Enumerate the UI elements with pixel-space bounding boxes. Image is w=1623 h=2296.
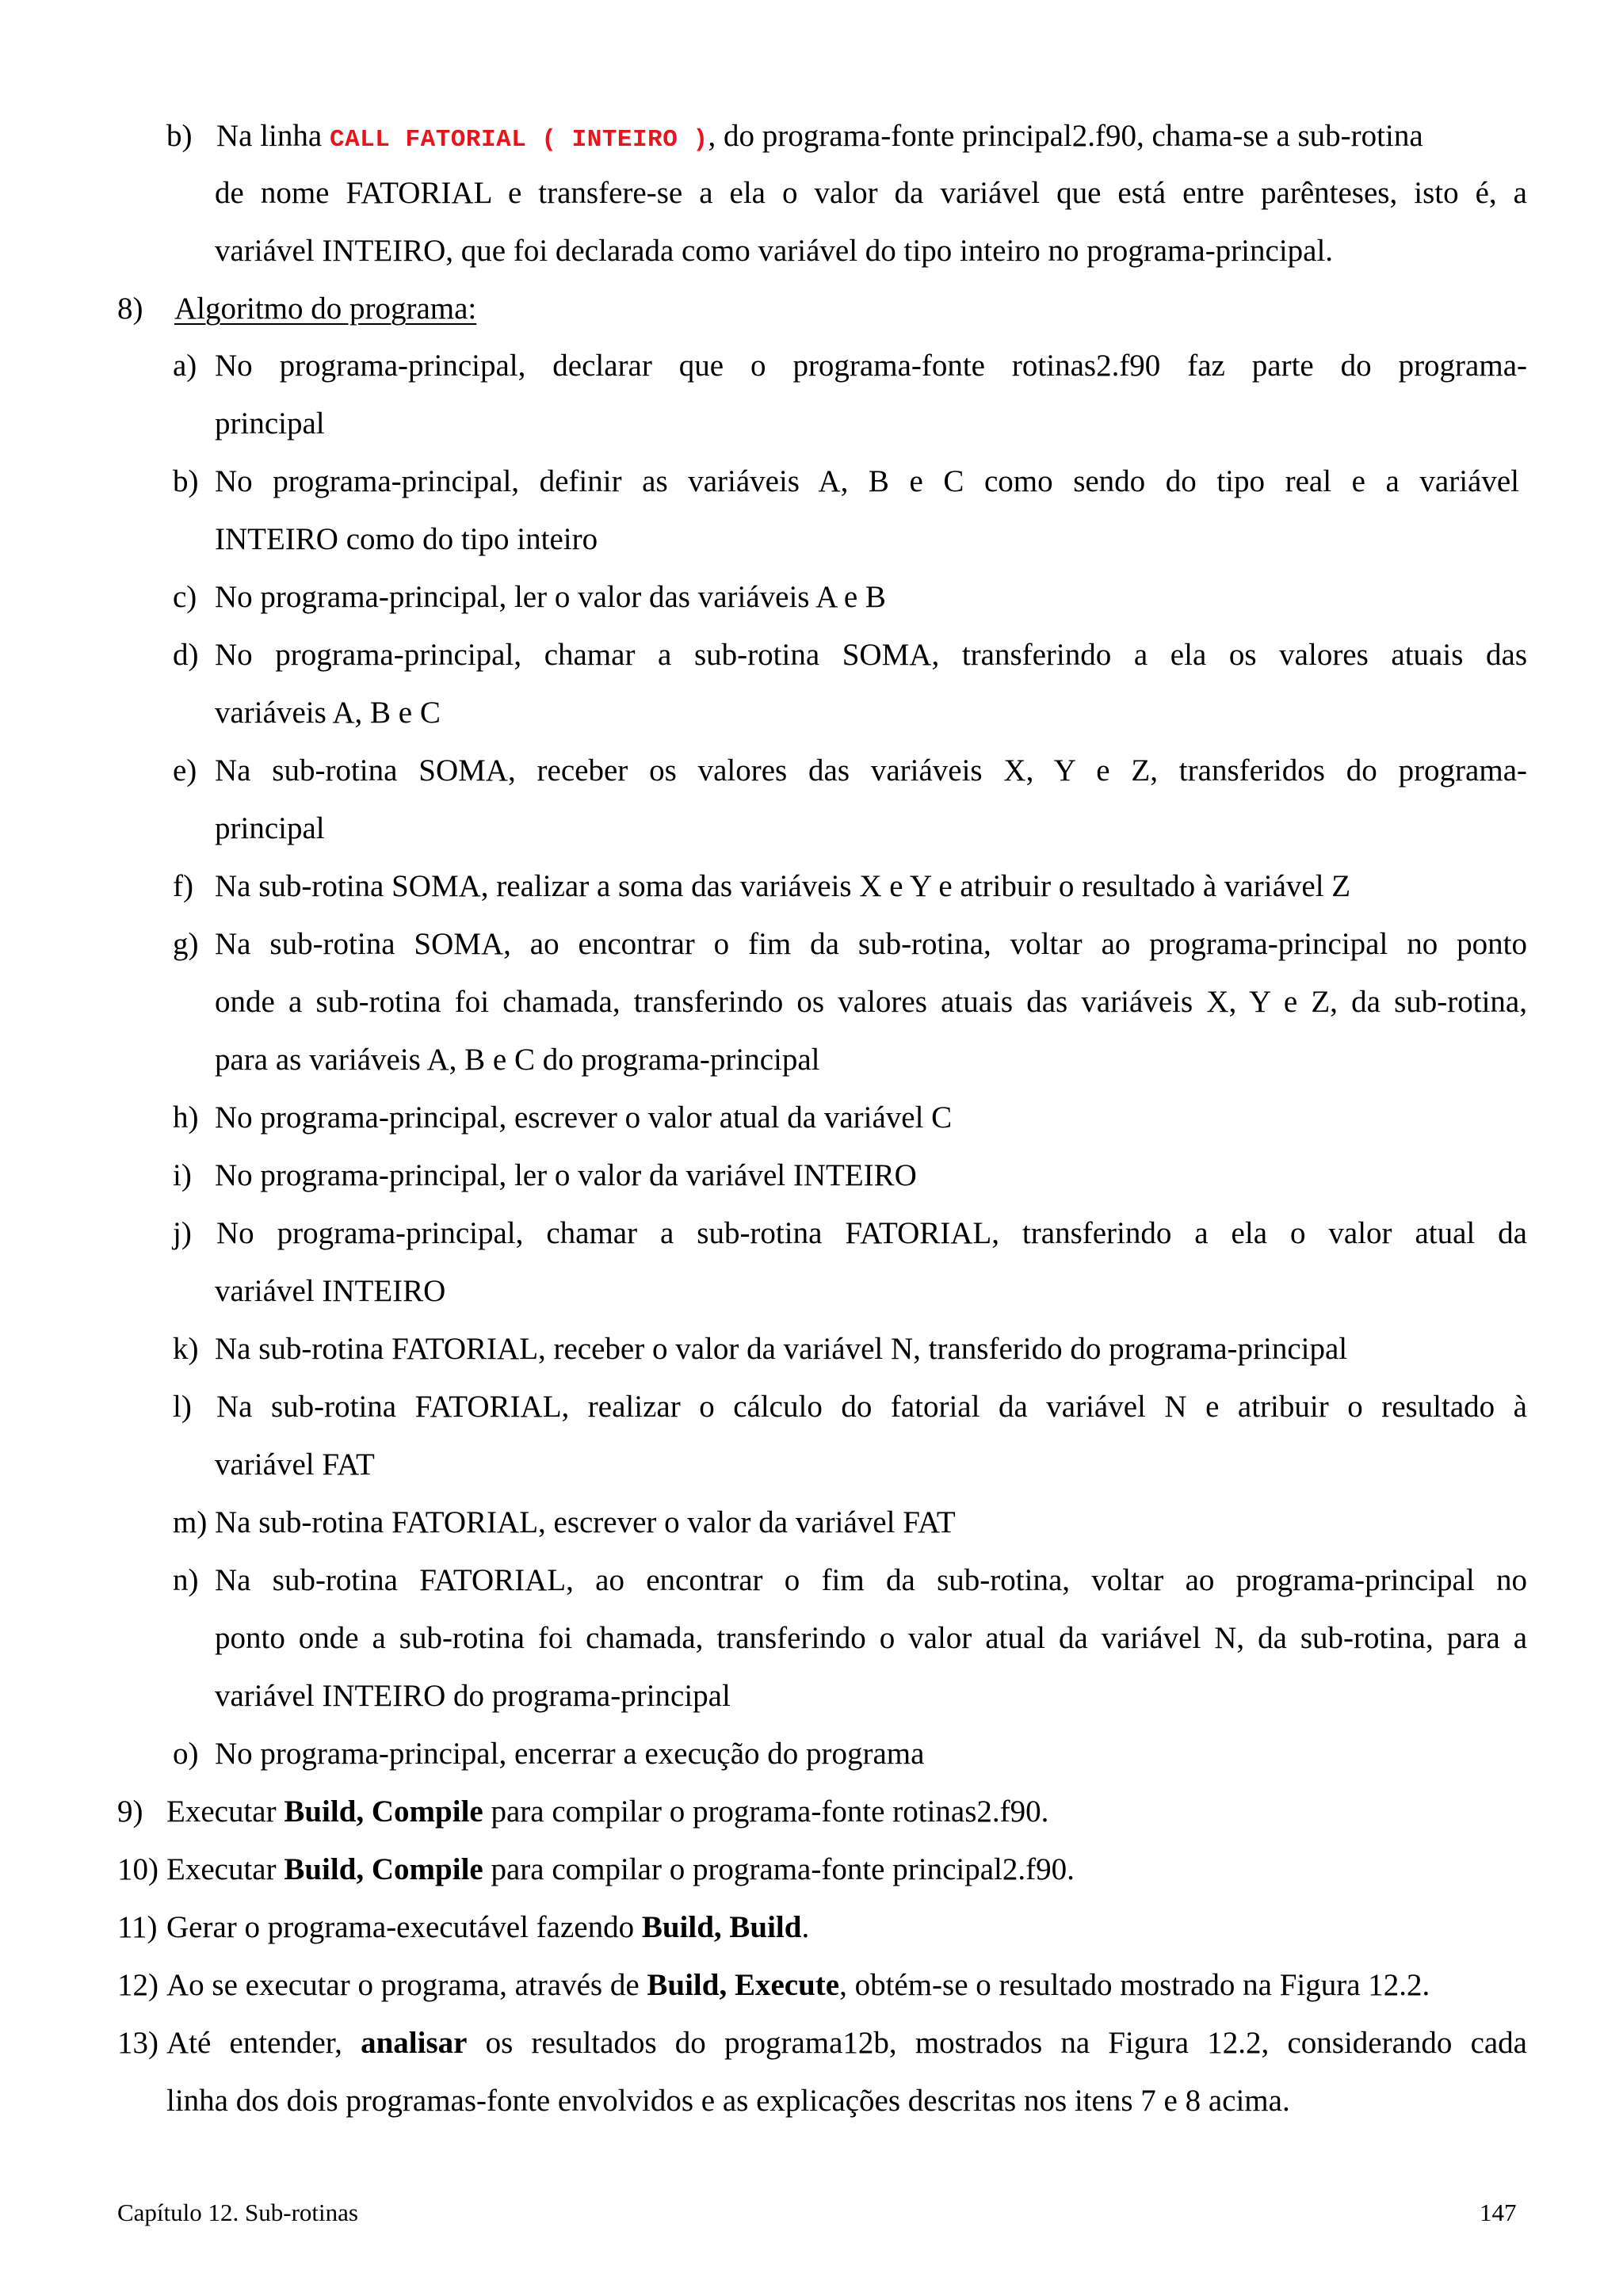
step-a-marker: a): [173, 349, 197, 383]
item-7b-text-after: , do programa-fonte principal2.f90, chama-se a sub-rotina: [708, 119, 1423, 153]
step-e-line-2: principal: [215, 811, 325, 845]
step-b-line-2: INTEIRO como do tipo inteiro: [215, 522, 598, 556]
step-l-line-1: Na sub-rotina FATORIAL, realizar o cálculo do fatorial da variável N e atribuir o resultado à: [216, 1390, 1527, 1424]
item-10-marker: 10): [117, 1852, 158, 1886]
item-13-bold: analisar: [361, 2026, 468, 2060]
item-7b-line-2: de nome FATORIAL e transfere-se a ela o valor da variável que está entre parênteses, isto é, a: [215, 176, 1527, 210]
step-m-line-1: Na sub-rotina FATORIAL, escrever o valor da variável FAT: [215, 1505, 956, 1539]
step-j-line-2: variável INTEIRO: [215, 1274, 446, 1308]
item-7b-text-before: Na linha: [216, 119, 330, 153]
item-12-text: [166, 1966, 1430, 2004]
item-7b-marker: b): [166, 119, 193, 153]
step-g-line-1: Na sub-rotina SOMA, ao encontrar o fim da sub-rotina, voltar ao programa-principal no ponto: [215, 927, 1527, 961]
item-11-text: [166, 1909, 809, 1947]
step-i-line-1: No programa-principal, ler o valor da variável INTEIRO: [215, 1158, 917, 1192]
item-9-marker: 9): [117, 1794, 143, 1829]
item-12-post: , obtém-se o resultado mostrado na Figura 12.2.: [839, 1968, 1430, 2002]
step-b-line-1: No programa-principal, definir as variáveis A, B e C como sendo do tipo real e a variável: [215, 464, 1519, 498]
item-9-text: [166, 1793, 1048, 1831]
item-11-bold: Build, Build: [641, 1910, 802, 1944]
step-n-line-1: Na sub-rotina FATORIAL, ao encontrar o fim da sub-rotina, voltar ao programa-principal no: [215, 1563, 1527, 1597]
item-10-text: [166, 1851, 1075, 1889]
step-d-marker: d): [173, 638, 199, 672]
step-i-marker: i): [173, 1158, 192, 1192]
item-13-post: os resultados do programa12b, mostrados na Figura 12.2, considerando cada: [467, 2026, 1527, 2060]
step-f-line-1: Na sub-rotina SOMA, realizar a soma das variáveis X e Y e atribuir o resultado à variável Z: [215, 869, 1351, 903]
step-c-line-1: No programa-principal, ler o valor das variáveis A e B: [215, 580, 886, 614]
step-l-marker: l): [173, 1390, 192, 1424]
step-l-line-2: variável FAT: [215, 1447, 375, 1482]
item-9-bold: Build, Compile: [284, 1794, 483, 1829]
step-h-line-1: No programa-principal, escrever o valor atual da variável C: [215, 1100, 953, 1135]
step-j-marker: j): [173, 1216, 192, 1250]
step-k-line-1: Na sub-rotina FATORIAL, receber o valor da variável N, transferido do programa-principal: [215, 1332, 1348, 1366]
code-call-fatorial: CALL FATORIAL ( INTEIRO ): [329, 126, 708, 154]
footer-chapter: Capítulo 12. Sub-rotinas: [117, 2199, 358, 2226]
item-13-line-2: linha dos dois programas-fonte envolvidos e as explicações descritas nos itens 7 e 8 acima.: [166, 2084, 1290, 2118]
item-12-pre: Ao se executar o programa, através de: [166, 1968, 647, 2002]
item-8-marker: 8): [117, 292, 143, 326]
step-g-line-2: onde a sub-rotina foi chamada, transferindo os valores atuais das variáveis X, Y e Z, da sub-rotina,: [215, 985, 1527, 1019]
step-b-marker: b): [173, 464, 199, 498]
step-n-line-2: ponto onde a sub-rotina foi chamada, transferindo o valor atual da variável N, da sub-rotina, para a: [215, 1621, 1527, 1655]
step-j-line-1: No programa-principal, chamar a sub-rotina FATORIAL, transferindo a ela o valor atual da: [216, 1216, 1527, 1250]
item-12-bold: Build, Execute: [647, 1968, 840, 2002]
step-k-marker: k): [173, 1332, 199, 1366]
item-7b-line-1: [216, 117, 1423, 159]
step-n-line-3: variável INTEIRO do programa-principal: [215, 1679, 731, 1713]
step-d-line-1: No programa-principal, chamar a sub-rotina SOMA, transferindo a ela os valores atuais das: [215, 638, 1527, 672]
item-8-heading: Algoritmo do programa:: [174, 292, 477, 326]
step-a-line-1: No programa-principal, declarar que o programa-fonte rotinas2.f90 faz parte do programa-: [215, 349, 1527, 383]
step-h-marker: h): [173, 1100, 199, 1135]
step-o-marker: o): [173, 1737, 199, 1771]
item-11-post: .: [801, 1910, 810, 1944]
footer-page-number: 147: [1480, 2199, 1517, 2226]
step-f-marker: f): [173, 869, 193, 903]
item-9-post: para compilar o programa-fonte rotinas2.f90.: [483, 1794, 1049, 1829]
item-9-pre: Executar: [166, 1794, 285, 1829]
item-13-line-1: [166, 2024, 1527, 2062]
item-10-pre: Executar: [166, 1852, 285, 1886]
step-e-line-1: Na sub-rotina SOMA, receber os valores das variáveis X, Y e Z, transferidos do programa-: [215, 753, 1527, 788]
item-13-marker: 13): [117, 2026, 158, 2060]
step-o-line-1: No programa-principal, encerrar a execução do programa: [215, 1737, 925, 1771]
step-m-marker: m): [173, 1505, 208, 1539]
step-g-marker: g): [173, 927, 199, 961]
step-d-line-2: variáveis A, B e C: [215, 696, 441, 730]
item-10-post: para compilar o programa-fonte principal2.f90.: [483, 1852, 1075, 1886]
step-a-line-2: principal: [215, 406, 325, 441]
item-10-bold: Build, Compile: [284, 1852, 483, 1886]
step-c-marker: c): [173, 580, 197, 614]
step-n-marker: n): [173, 1563, 199, 1597]
item-7b-line-3: variável INTEIRO, que foi declarada como variável do tipo inteiro no programa-principal.: [215, 234, 1334, 268]
item-13-pre: Até entender,: [166, 2026, 361, 2060]
item-12-marker: 12): [117, 1968, 158, 2002]
step-g-line-3: para as variáveis A, B e C do programa-principal: [215, 1043, 820, 1077]
item-11-pre: Gerar o programa-executável fazendo: [166, 1910, 642, 1944]
item-11-marker: 11): [117, 1910, 158, 1944]
step-e-marker: e): [173, 753, 197, 788]
